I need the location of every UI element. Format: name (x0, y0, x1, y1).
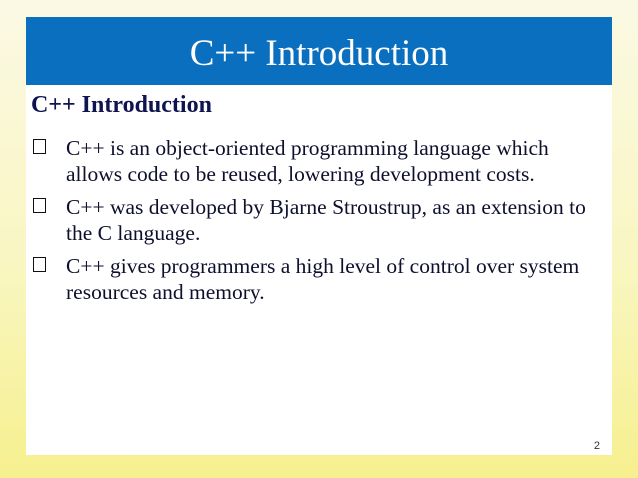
bullet-text: C++ gives programmers a high level of control over system resources and memory. (66, 254, 580, 304)
hollow-square-icon (33, 139, 46, 154)
bullet-list (26, 135, 612, 312)
bullet-item (26, 253, 612, 305)
bullet-text: C++ was developed by Bjarne Stroustrup, as an extension to the C language. (66, 195, 586, 245)
bullet-item (26, 135, 612, 187)
slide-title: C++ Introduction (189, 32, 449, 74)
bullet-text: C++ is an object-oriented programming language which allows code to be reused, lowering development costs. (66, 136, 549, 186)
page-number: 2 (593, 440, 600, 452)
title-bar (26, 17, 612, 85)
bullet-item (26, 194, 612, 246)
slide (26, 17, 612, 455)
slide-heading: C++ Introduction (31, 92, 212, 118)
hollow-square-icon (33, 257, 46, 272)
hollow-square-icon (33, 198, 46, 213)
